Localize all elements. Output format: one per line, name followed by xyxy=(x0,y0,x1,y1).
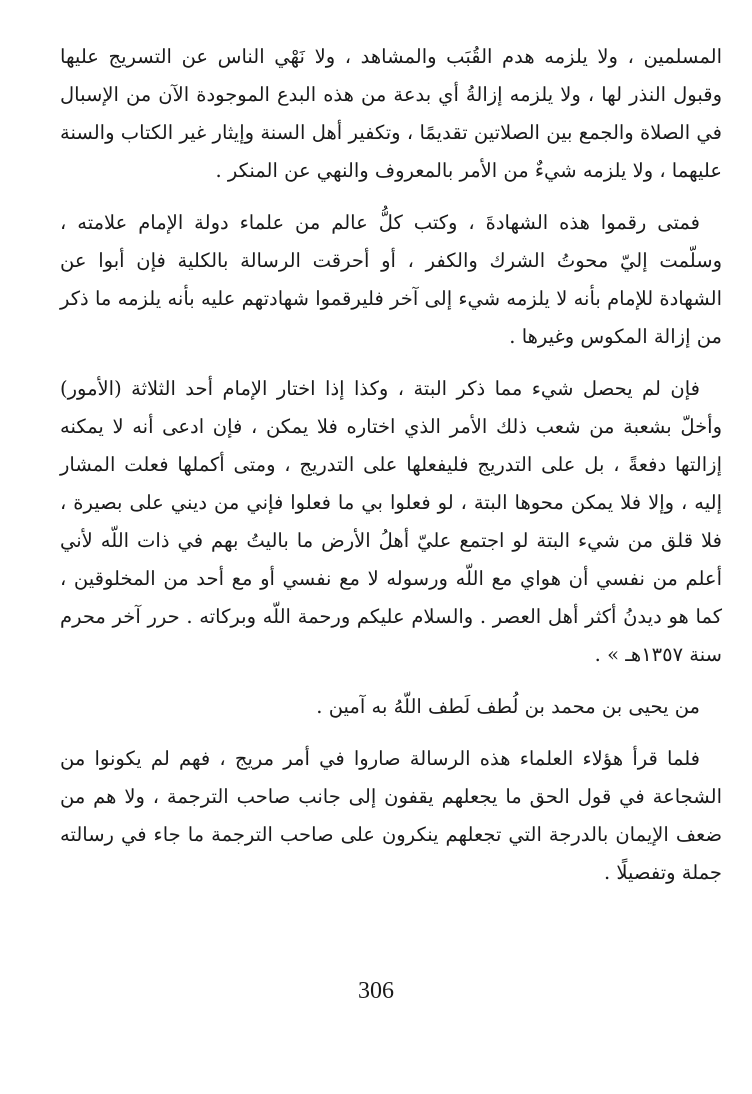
paragraph-1: المسلمين ، ولا يلزمه هدم القُبَب والمشاهد ، ولا نَهْي الناس عن التسريج عليها وقبول النذر لها ، ولا يلزمه إزالةُ أي بدعة من هذه البدع الموجودة الآن من الإسبال في الصلاة والجمع بين الصلاتين تقديمًا ، وتكفير أهل السنة وإيثار غير الكتاب والسنة عليهما ، ولا يلزمه شيءٌ من الأمر بالمعروف والنهي عن المنكر . xyxy=(60,45,722,182)
page-body xyxy=(60,38,722,906)
page-number: 306 xyxy=(358,978,394,1004)
paragraph-5: فلما قرأ هؤلاء العلماء هذه الرسالة صاروا في أمر مريج ، فهم لم يكونوا من الشجاعة في قول الحق ما يجعلهم يقفون إلى جانب صاحب الترجمة ، ولا هم من ضعف الإيمان بالدرجة التي تجعلهم ينكرون على صاحب الترجمة ما جاء في رسالته جملة وتفصيلًا . xyxy=(60,747,722,884)
paragraph-3: فإن لم يحصل شيء مما ذكر البتة ، وكذا إذا اختار الإمام أحد الثلاثة (الأمور) وأخلّ بشعبة من شعب ذلك الأمر الذي اختاره فلا يمكن ، فإن ادعى أنه لا يمكنه إزالتها دفعةً ، بل على التدريج فليفعلها على التدريج ، ومتى أكملها فعلت المشار إليه ، وإلا فلا يمكن محوها البتة ، لو فعلوا بي ما فعلوا فإني من ديني على بصيرة ، فلا قلق من شيء البتة لو اجتمع عليّ أهلُ الأرض ما باليتُ بهم في ذات اللّه لأني أعلم من نفسي أن هواي مع اللّه ورسوله لا مع نفسي أو مع أحد من المخلوقين ، كما هو ديدنُ أكثر أهل العصر . والسلام عليكم ورحمة اللّه وبركاته . حرر آخر محرم سنة ١٣٥٧هـ » . xyxy=(60,377,722,666)
paragraph-2: فمتى رقموا هذه الشهادةَ ، وكتب كلُّ عالم من علماء دولة الإمام علامته ، وسلّمت إليّ محوتُ الشرك والكفر ، أو أحرقت الرسالة بالكلية فإن أبوا عن الشهادة للإمام بأنه لا يلزمه شيء إلى آخر فليرقموا شهادتهم عليه بأنه يلزمه ما ذكر من إزالة المكوس وغيرها . xyxy=(60,211,722,348)
paragraph-4-signature: من يحيى بن محمد بن لُطف لَطف اللّهُ به آمين . xyxy=(316,695,700,718)
